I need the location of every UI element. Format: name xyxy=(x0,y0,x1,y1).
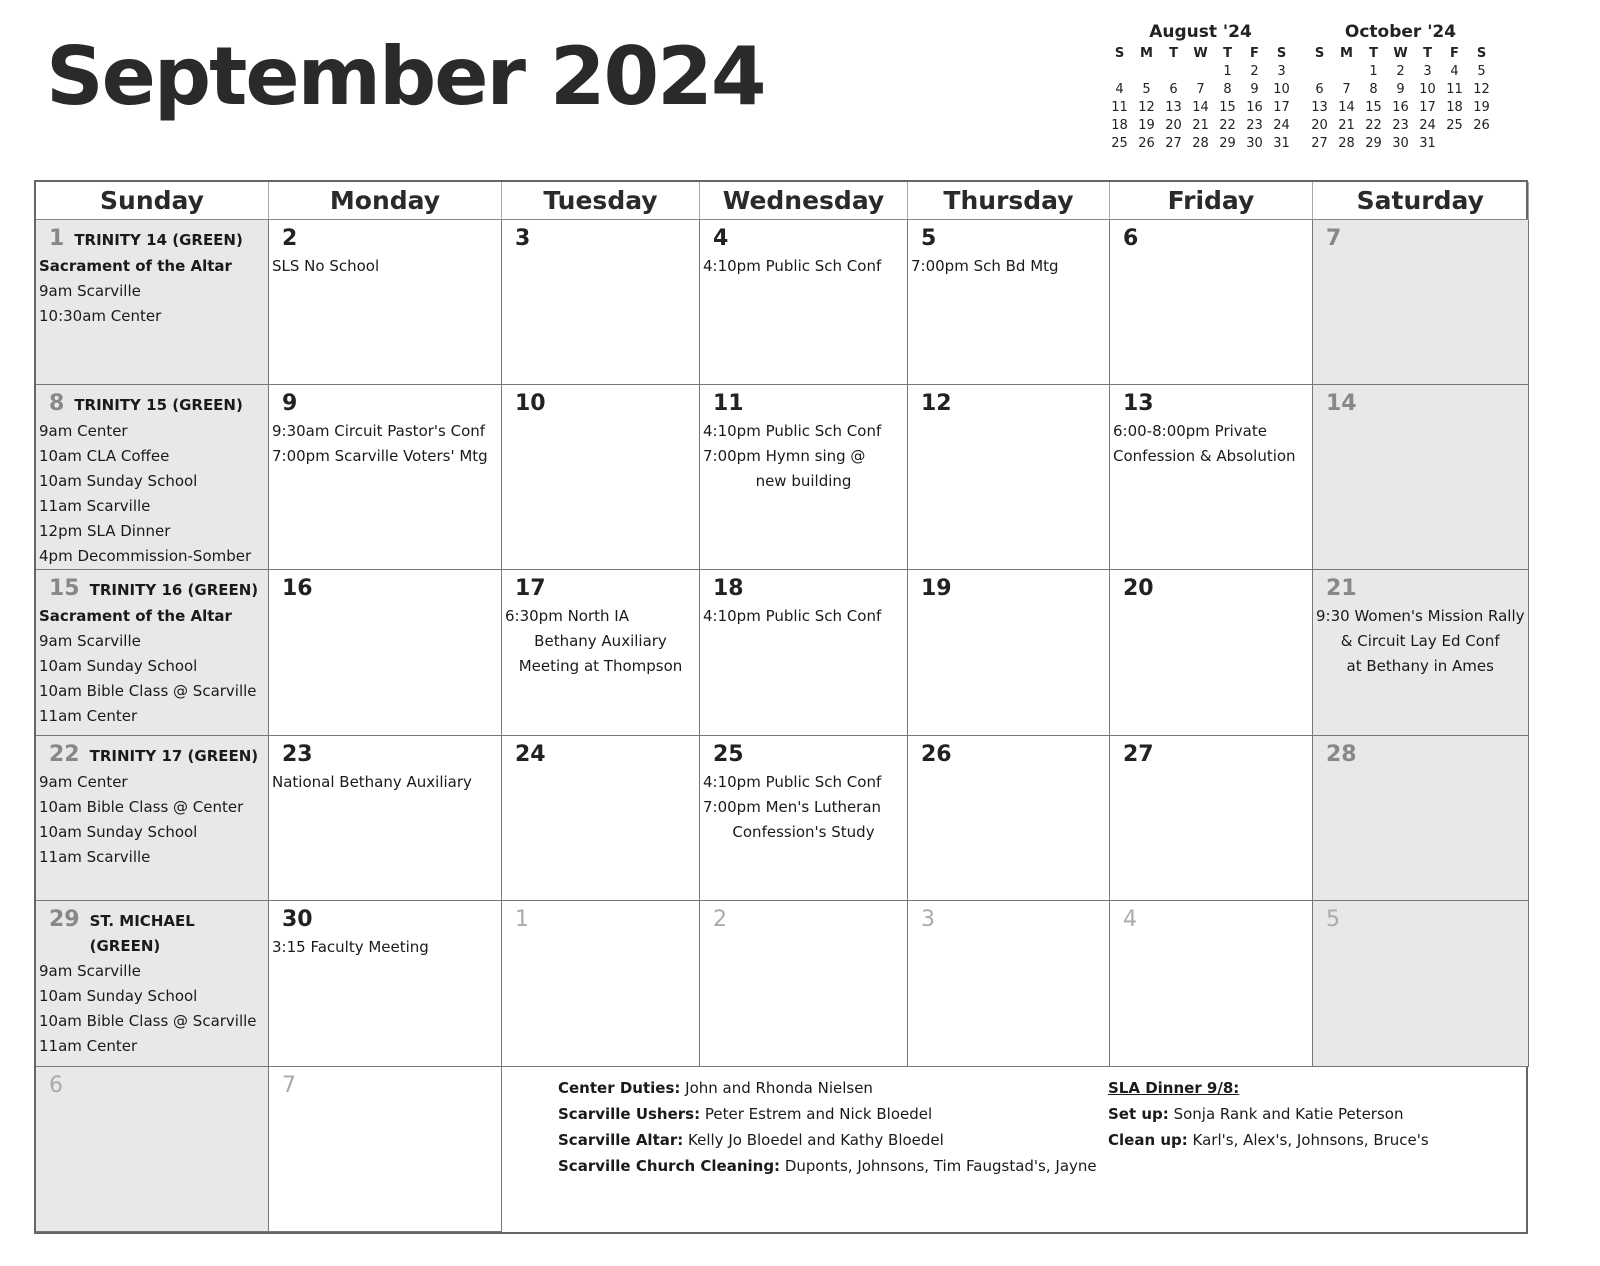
event-item: 10am Bible Class @ Center xyxy=(39,797,244,816)
mini-calendar-day: 28 xyxy=(1338,136,1355,151)
mini-calendar-day xyxy=(1333,63,1360,81)
mini-calendar-weekday: W xyxy=(1393,46,1408,61)
day-cell[interactable] xyxy=(1313,385,1529,570)
event-item: 10:30am Center xyxy=(39,307,162,325)
day-cell[interactable] xyxy=(269,220,502,385)
mini-calendar-day: 14 xyxy=(1192,100,1209,115)
event-item: 4:10pm Public Sch Conf xyxy=(703,772,882,791)
mini-calendar-weekday: M xyxy=(1340,46,1353,61)
day-number: 29 xyxy=(49,907,80,933)
event-item: 4:10pm Public Sch Conf xyxy=(703,257,882,275)
mini-calendar-day: 1 xyxy=(1369,64,1378,79)
day-number: 25 xyxy=(713,741,744,767)
mini-calendar-week xyxy=(1306,117,1495,135)
mini-calendar-day: 27 xyxy=(1311,136,1328,151)
mini-calendar-weekday: F xyxy=(1250,46,1259,61)
day-number: 4 xyxy=(1123,907,1137,933)
event-item: 6:30pm North IA xyxy=(505,607,629,626)
sla-dinner-notes xyxy=(1108,1075,1429,1153)
day-number: 4 xyxy=(713,226,729,251)
duty-label: Center Duties: xyxy=(558,1078,681,1097)
event-item: 10am Bible Class @ Scarville xyxy=(39,682,257,701)
event-item: 4pm Decommission-Somber xyxy=(39,547,252,566)
mini-calendar-day: 11 xyxy=(1111,100,1128,115)
day-number: 7 xyxy=(282,1072,296,1098)
sunday-header xyxy=(39,389,265,419)
mini-calendar-title: October '24 xyxy=(1344,22,1457,42)
mini-calendar-day: 9 xyxy=(1396,82,1405,97)
day-number: 26 xyxy=(921,741,952,767)
mini-calendar-day: 6 xyxy=(1315,82,1324,97)
event-item: 10am Bible Class @ Scarville xyxy=(39,1012,257,1031)
day-number: 13 xyxy=(1123,391,1154,417)
mini-calendar-week xyxy=(1306,135,1495,153)
day-cell[interactable] xyxy=(502,901,700,1066)
mini-calendar-day xyxy=(1160,63,1187,81)
event-item: 10am Sunday School xyxy=(39,472,198,491)
mini-calendar-table xyxy=(1106,45,1295,153)
mini-calendar-day: 24 xyxy=(1419,118,1436,133)
mini-calendar-week xyxy=(1106,117,1295,135)
day-cell[interactable] xyxy=(36,220,269,385)
mini-calendar-day: 5 xyxy=(1142,82,1151,97)
mini-calendar-week xyxy=(1106,81,1295,99)
mini-calendar-weekday: T xyxy=(1423,46,1432,61)
mini-calendar-day: 29 xyxy=(1365,136,1382,151)
mini-calendar-day: 12 xyxy=(1138,100,1155,115)
day-cell[interactable] xyxy=(269,385,502,570)
event-item: 3:15 Faculty Meeting xyxy=(272,938,429,957)
event-item: 9am Center xyxy=(39,772,128,791)
weekday-header: Monday xyxy=(269,182,502,220)
day-number: 3 xyxy=(921,907,935,933)
day-cell[interactable] xyxy=(700,385,908,570)
day-number: 6 xyxy=(1123,226,1139,251)
liturgical-label: TRINITY 17 (GREEN) xyxy=(89,746,259,765)
mini-calendar-weekday: T xyxy=(1169,46,1178,61)
day-cell[interactable] xyxy=(502,385,700,570)
mini-calendar-day: 21 xyxy=(1192,118,1209,133)
event-item: 11am Scarville xyxy=(39,497,151,516)
mini-calendar-header-row xyxy=(1106,45,1295,63)
day-number: 18 xyxy=(713,576,744,602)
day-cell[interactable] xyxy=(502,220,700,385)
event-item: 9:30 Women's Mission Rally xyxy=(1316,607,1525,626)
mini-calendar-day: 22 xyxy=(1219,118,1236,133)
day-cell[interactable] xyxy=(36,385,269,570)
event-item: Confession's Study xyxy=(732,822,875,841)
event-item: & Circuit Lay Ed Conf xyxy=(1340,632,1500,651)
mini-calendar-day xyxy=(1468,135,1495,153)
mini-calendar-week xyxy=(1306,99,1495,117)
event-item: 9am Scarville xyxy=(39,632,141,651)
event-item: 7:00pm Sch Bd Mtg xyxy=(911,257,1059,275)
day-number: 20 xyxy=(1123,576,1154,602)
day-cell[interactable] xyxy=(1110,570,1313,735)
duty-line xyxy=(558,1127,1097,1153)
day-cell[interactable] xyxy=(36,901,269,1066)
mini-calendar-header-row xyxy=(1306,45,1495,63)
day-cell[interactable] xyxy=(36,736,269,901)
duty-label: Scarville Altar: xyxy=(558,1130,684,1149)
mini-calendar-day: 23 xyxy=(1246,118,1263,133)
mini-calendar-day: 8 xyxy=(1223,82,1232,97)
day-number: 1 xyxy=(515,907,529,933)
mini-calendar-day: 2 xyxy=(1396,64,1405,79)
day-cell[interactable] xyxy=(700,901,908,1066)
mini-calendar-day: 7 xyxy=(1196,82,1205,97)
event-item: Sacrament of the Altar xyxy=(39,607,232,626)
event-item: at Bethany in Ames xyxy=(1346,657,1494,676)
mini-calendar-day: 4 xyxy=(1115,82,1124,97)
day-cell[interactable] xyxy=(1110,901,1313,1066)
day-number: 10 xyxy=(515,391,546,417)
day-number: 6 xyxy=(49,1072,63,1098)
event-item: 11am Center xyxy=(39,707,138,726)
day-cell[interactable] xyxy=(1313,736,1529,901)
weekday-header: Sunday xyxy=(36,182,269,220)
day-cell[interactable] xyxy=(1313,901,1529,1066)
day-cell[interactable] xyxy=(1110,220,1313,385)
day-cell[interactable] xyxy=(908,901,1110,1066)
day-cell[interactable] xyxy=(908,570,1110,735)
event-item: Sacrament of the Altar xyxy=(39,257,232,275)
mini-calendar-weekday: T xyxy=(1369,46,1378,61)
day-cell[interactable] xyxy=(700,220,908,385)
day-number: 3 xyxy=(515,226,531,251)
mini-calendar-week xyxy=(1306,63,1495,81)
day-number: 7 xyxy=(1326,226,1342,251)
mini-calendar-week xyxy=(1306,81,1495,99)
day-number: 5 xyxy=(1326,907,1340,933)
mini-calendar-day: 25 xyxy=(1111,136,1128,151)
sla-line xyxy=(1108,1127,1429,1153)
day-number: 2 xyxy=(713,907,727,933)
event-item: 10am Sunday School xyxy=(39,657,198,676)
sunday-header xyxy=(39,574,265,604)
mini-calendar-weekday: S xyxy=(1276,46,1287,61)
weekday-header: Tuesday xyxy=(502,182,700,220)
day-number: 22 xyxy=(49,741,80,767)
day-cell[interactable] xyxy=(269,1067,502,1232)
day-number: 16 xyxy=(282,576,313,602)
day-cell[interactable] xyxy=(1313,570,1529,735)
mini-calendar-day: 4 xyxy=(1450,64,1459,79)
day-number: 15 xyxy=(49,576,80,602)
day-number: 28 xyxy=(1326,741,1357,767)
mini-calendar-day: 17 xyxy=(1273,100,1290,115)
mini-calendar-day: 25 xyxy=(1446,118,1463,133)
event-item: 4:10pm Public Sch Conf xyxy=(703,422,882,441)
weekday-header: Wednesday xyxy=(700,182,908,220)
liturgical-label: TRINITY 14 (GREEN) xyxy=(74,231,243,249)
day-number: 2 xyxy=(282,226,298,251)
mini-calendar-week xyxy=(1106,99,1295,117)
event-item: 10am CLA Coffee xyxy=(39,447,170,466)
mini-calendar-october xyxy=(1306,22,1495,153)
sla-label: Set up: xyxy=(1108,1104,1169,1123)
event-item: 7:00pm Hymn sing @ xyxy=(703,447,866,466)
day-cell[interactable] xyxy=(269,736,502,901)
day-cell[interactable] xyxy=(269,901,502,1066)
mini-calendar-day: 7 xyxy=(1342,82,1351,97)
liturgical-label: TRINITY 16 (GREEN) xyxy=(89,581,259,600)
sla-heading: SLA Dinner 9/8: xyxy=(1108,1078,1240,1097)
mini-calendar-weekday: F xyxy=(1450,46,1459,61)
mini-calendar-weekday: S xyxy=(1314,46,1325,61)
day-cell[interactable] xyxy=(269,570,502,735)
duty-value: John and Rhonda Nielsen xyxy=(680,1078,873,1097)
event-item: 11am Center xyxy=(39,1037,138,1056)
mini-calendar-weekday: M xyxy=(1140,46,1153,61)
mini-calendar-day: 24 xyxy=(1273,118,1290,133)
event-item: 9am Scarville xyxy=(39,282,141,300)
mini-calendar-day: 13 xyxy=(1311,100,1328,115)
day-cell[interactable] xyxy=(908,736,1110,901)
mini-calendar-day: 20 xyxy=(1311,118,1328,133)
sla-line xyxy=(1108,1101,1429,1127)
duty-line xyxy=(558,1075,1097,1101)
event-item: 9:30am Circuit Pastor's Conf xyxy=(272,422,486,441)
day-cell[interactable] xyxy=(700,570,908,735)
sla-value: Sonja Rank and Katie Peterson xyxy=(1168,1104,1404,1123)
day-cell[interactable] xyxy=(502,570,700,735)
mini-calendar-day xyxy=(1133,63,1160,81)
event-item: 12pm SLA Dinner xyxy=(39,522,171,541)
event-item: 10am Sunday School xyxy=(39,822,198,841)
event-item: 4:10pm Public Sch Conf xyxy=(703,607,882,626)
mini-calendar-day: 15 xyxy=(1219,100,1236,115)
mini-calendar-day: 23 xyxy=(1392,118,1409,133)
mini-calendar-day: 3 xyxy=(1423,64,1432,79)
mini-calendar-day: 31 xyxy=(1419,136,1436,151)
day-number: 12 xyxy=(921,391,952,417)
duty-value: Kelly Jo Bloedel and Kathy Bloedel xyxy=(683,1130,944,1149)
mini-calendar-week xyxy=(1106,63,1295,81)
duty-value: Peter Estrem and Nick Bloedel xyxy=(700,1104,933,1123)
day-number: 8 xyxy=(49,391,65,417)
mini-calendar-day: 28 xyxy=(1192,136,1209,151)
day-number: 30 xyxy=(282,907,313,933)
mini-calendar-day: 14 xyxy=(1338,100,1355,115)
mini-calendar-table xyxy=(1306,45,1495,153)
mini-calendar-day: 9 xyxy=(1250,82,1259,97)
weekday-header: Saturday xyxy=(1313,182,1529,220)
mini-calendar-day: 8 xyxy=(1369,82,1378,97)
page-title: September 2024 xyxy=(46,30,765,123)
mini-calendar-day: 21 xyxy=(1338,118,1355,133)
day-number: 17 xyxy=(515,576,546,602)
event-item: SLS No School xyxy=(272,257,380,275)
mini-calendar-day: 6 xyxy=(1169,82,1178,97)
mini-calendar-title: August '24 xyxy=(1149,22,1252,42)
sla-value: Karl's, Alex's, Johnsons, Bruce's xyxy=(1187,1130,1429,1149)
day-cell[interactable] xyxy=(908,220,1110,385)
day-number: 27 xyxy=(1123,741,1154,767)
event-item: Meeting at Thompson xyxy=(518,657,683,676)
event-item: 7:00pm Men's Lutheran xyxy=(703,797,882,816)
mini-calendar-weekday: T xyxy=(1223,46,1232,61)
duty-line xyxy=(558,1153,1097,1179)
day-cell[interactable] xyxy=(502,736,700,901)
event-item: Confession & Absolution xyxy=(1113,447,1296,466)
sunday-header xyxy=(39,905,265,959)
mini-calendar-day: 15 xyxy=(1365,100,1382,115)
mini-calendar-day: 27 xyxy=(1165,136,1182,151)
mini-calendar-day: 19 xyxy=(1473,100,1490,115)
mini-calendar-day: 30 xyxy=(1392,136,1409,151)
duty-value: Duponts, Johnsons, Tim Faugstad's, Jayne xyxy=(780,1156,1097,1175)
liturgical-label: ST. MICHAEL (GREEN) xyxy=(89,912,195,956)
day-cell[interactable] xyxy=(700,736,908,901)
sunday-header xyxy=(39,740,265,770)
weekday-header: Friday xyxy=(1110,182,1313,220)
mini-calendar-day: 10 xyxy=(1273,82,1290,97)
mini-calendar-day: 16 xyxy=(1392,100,1409,115)
duties-list xyxy=(558,1075,1097,1179)
mini-calendar-day: 16 xyxy=(1246,100,1263,115)
event-item: 10am Sunday School xyxy=(39,987,198,1006)
day-cell[interactable] xyxy=(1313,220,1529,385)
mini-calendar-day: 19 xyxy=(1138,118,1155,133)
mini-calendar-day: 5 xyxy=(1477,64,1486,79)
mini-calendar-weekday: W xyxy=(1193,46,1208,61)
mini-calendar-day: 26 xyxy=(1138,136,1155,151)
mini-calendar-day: 17 xyxy=(1419,100,1436,115)
mini-calendar-day: 31 xyxy=(1273,136,1290,151)
mini-calendar-day: 18 xyxy=(1446,100,1463,115)
mini-calendar-week xyxy=(1106,135,1295,153)
event-item: Bethany Auxiliary xyxy=(534,632,667,651)
event-item: 7:00pm Scarville Voters' Mtg xyxy=(272,447,488,466)
day-number: 11 xyxy=(713,391,744,417)
sla-label: Clean up: xyxy=(1108,1130,1188,1149)
mini-calendar-day: 13 xyxy=(1165,100,1182,115)
day-number: 14 xyxy=(1326,391,1357,417)
month-grid xyxy=(34,180,1528,1234)
mini-calendar-day xyxy=(1306,63,1333,81)
day-cell[interactable] xyxy=(36,570,269,735)
day-number: 1 xyxy=(49,226,65,251)
mini-calendar-day: 3 xyxy=(1277,64,1286,79)
mini-calendar-day: 22 xyxy=(1365,118,1382,133)
mini-calendar-day: 2 xyxy=(1250,64,1259,79)
weekday-header: Thursday xyxy=(908,182,1110,220)
day-number: 23 xyxy=(282,741,313,767)
day-cell[interactable] xyxy=(1110,385,1313,570)
day-cell[interactable] xyxy=(908,385,1110,570)
sunday-header xyxy=(39,224,265,254)
mini-calendar-day: 11 xyxy=(1446,82,1463,97)
event-item: 6:00-8:00pm Private xyxy=(1113,422,1267,441)
day-cell[interactable] xyxy=(36,1067,269,1232)
mini-calendar-day: 12 xyxy=(1473,82,1490,97)
mini-calendar-day xyxy=(1106,63,1133,81)
event-item: 9am Center xyxy=(39,422,128,441)
mini-calendar-day: 26 xyxy=(1473,118,1490,133)
mini-calendar-day: 29 xyxy=(1219,136,1236,151)
mini-calendar-day: 10 xyxy=(1419,82,1436,97)
day-number: 21 xyxy=(1326,576,1357,602)
duty-label: Scarville Church Cleaning: xyxy=(558,1156,781,1175)
mini-calendar-weekday: S xyxy=(1476,46,1487,61)
mini-calendar-day: 1 xyxy=(1223,64,1232,79)
event-item: 9am Scarville xyxy=(39,962,141,981)
duty-line xyxy=(558,1101,1097,1127)
day-number: 24 xyxy=(515,741,546,767)
mini-calendar-day: 30 xyxy=(1246,136,1263,151)
mini-calendar-day: 18 xyxy=(1111,118,1128,133)
day-cell[interactable] xyxy=(1110,736,1313,901)
mini-calendar-august xyxy=(1106,22,1295,153)
day-number: 19 xyxy=(921,576,952,602)
mini-calendar-weekday: S xyxy=(1114,46,1125,61)
mini-calendar-day xyxy=(1441,135,1468,153)
event-item: new building xyxy=(755,472,852,491)
notes-panel xyxy=(502,1067,1529,1232)
duty-label: Scarville Ushers: xyxy=(558,1104,701,1123)
liturgical-label: TRINITY 15 (GREEN) xyxy=(74,396,243,415)
mini-calendar-day xyxy=(1187,63,1214,81)
day-number: 9 xyxy=(282,391,298,417)
event-item: 11am Scarville xyxy=(39,847,151,866)
mini-calendar-day: 20 xyxy=(1165,118,1182,133)
day-number: 5 xyxy=(921,226,937,251)
event-item: National Bethany Auxiliary xyxy=(272,772,472,791)
